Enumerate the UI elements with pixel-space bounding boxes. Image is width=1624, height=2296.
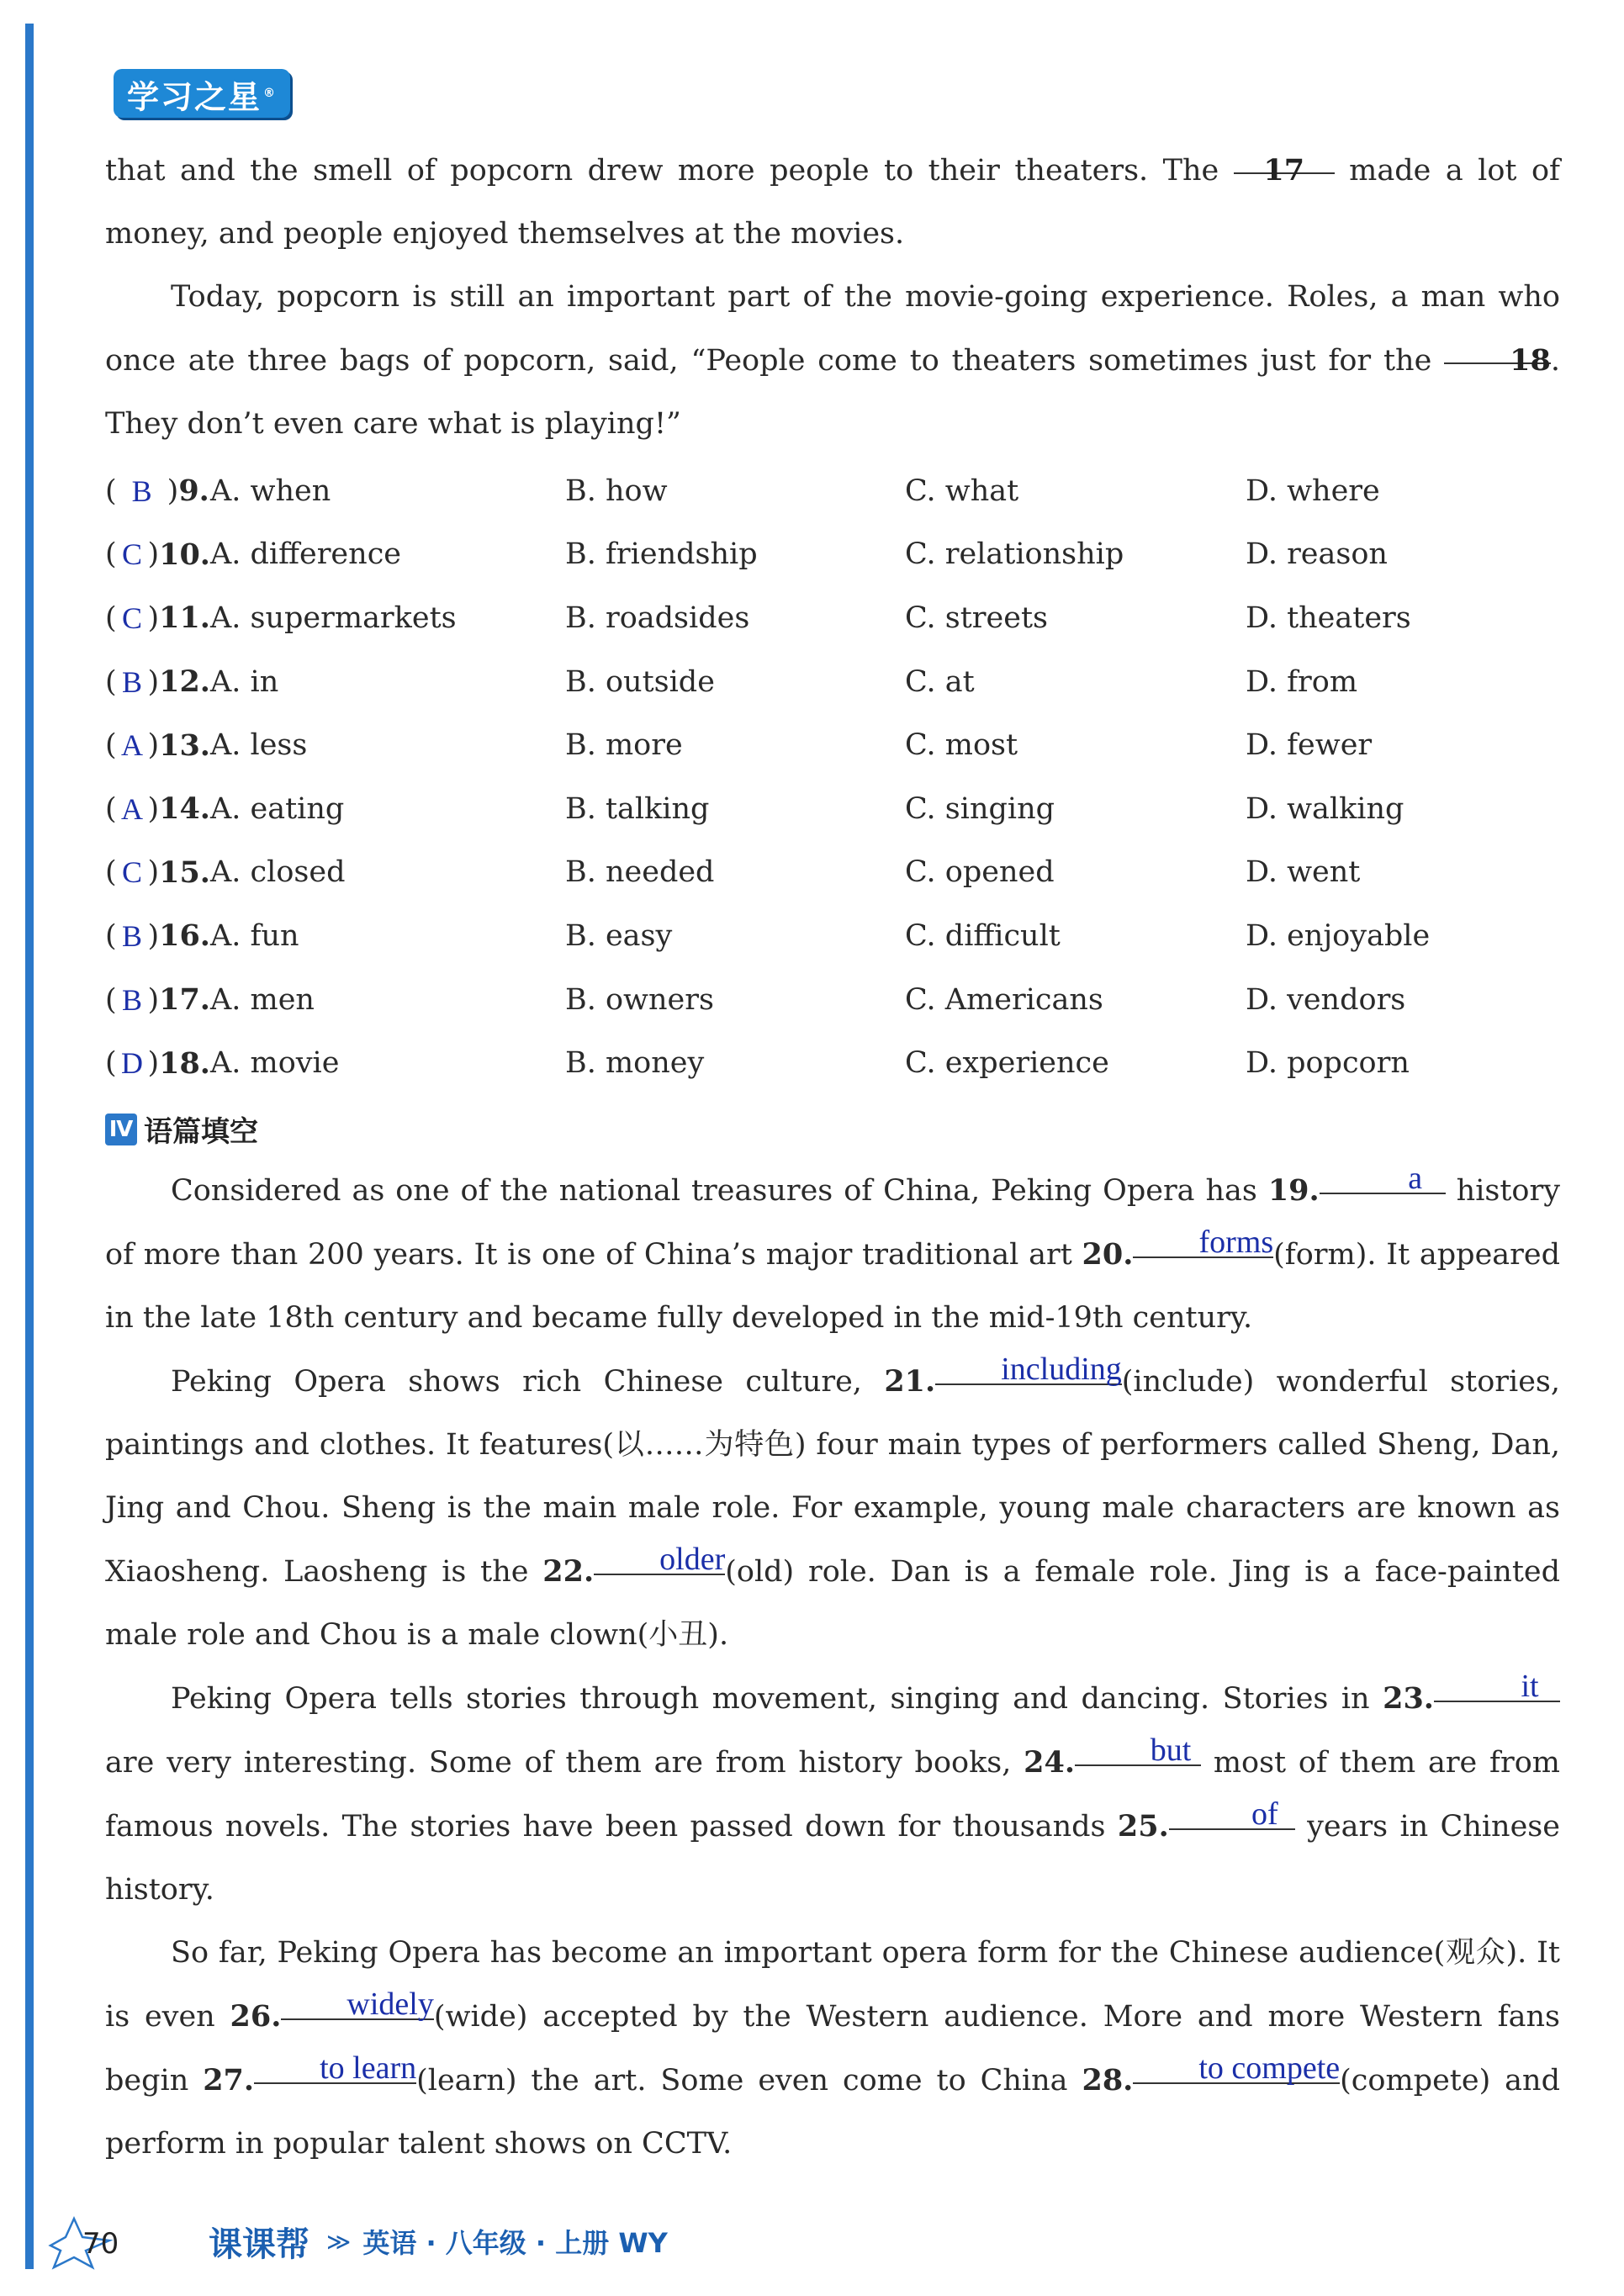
cloze-paragraph-3: Peking Opera tells stories through movement, singing and dancing. Stories in 23. it are very interesting. Some of them are from history books, 24. but most of them are from famous novels. The stories have been passed down for thousands 25. of years in Chinese history. <box>105 1668 1560 1907</box>
publisher-logo: 学习之星 ® <box>114 69 290 118</box>
page-number: 70 <box>82 2227 119 2261</box>
answer-blank-22: older <box>594 1540 725 1575</box>
page-number-badge <box>34 2212 143 2271</box>
answer-letter: D <box>121 1046 144 1081</box>
answer-letter: A <box>121 728 144 763</box>
reading-paragraph-2: Today, popcorn is still an important part of the movie-going experience. Roles, a man who once ate three bags of popcorn, said, “People come to theaters sometimes just for the 18. They don’t even care what is playing!” <box>105 280 1560 441</box>
answer-blank-25: of <box>1169 1795 1295 1830</box>
option-row: ( A ) 14. A. eating B. talking C. singing D. walking <box>105 791 1404 827</box>
answer-letter: B <box>122 918 143 953</box>
option-row: ( C ) 10. A. difference B. friendship C. relationship D. reason <box>105 537 1388 572</box>
option-row: ( B ) 9. A. when B. how C. what D. where <box>105 473 1380 509</box>
option-row: ( B ) 12. A. in B. outside C. at D. from <box>105 664 1358 700</box>
answer-blank-19: a <box>1320 1159 1446 1194</box>
options-list <box>105 459 1560 1095</box>
answer-letter: B <box>122 982 143 1017</box>
book-info: 英语 · 八年级 · 上册 WY <box>362 2227 668 2259</box>
section-title: 语篇填空 <box>144 1115 258 1150</box>
answer-blank-23: it <box>1434 1667 1560 1702</box>
option-row: ( B ) 17. A. men B. owners C. Americans D. vendors <box>105 982 1406 1018</box>
blank-18: 18 <box>1444 329 1551 364</box>
option-row: ( C ) 11. A. supermarkets B. roadsides C. streets D. theaters <box>105 600 1411 636</box>
answer-blank-21: including <box>935 1350 1122 1385</box>
answer-blank-26: widely <box>281 1985 433 2020</box>
option-row: ( A ) 13. A. less B. more C. most D. fewer <box>105 727 1373 763</box>
answer-letter: C <box>122 600 143 635</box>
page-content <box>105 139 1560 2176</box>
cloze-paragraph-2: Peking Opera shows rich Chinese culture, 21. including(include) wonderful stories, paintings and clothes. It features(以……为特色) four main types of performers called Sheng, Dan, Jing and Chou. Sheng is the main male role. For example, young male characters are known as Xiaosheng. Laosheng is the 22. older(old) role. Dan is a female role. Jing is a face-painted male role and Chou is a male clown(小丑). <box>105 1351 1561 1652</box>
option-row: ( C ) 15. A. closed B. needed C. opened D. went <box>105 854 1361 890</box>
answer-letter: B <box>131 473 152 508</box>
brand-name: 课课帮 <box>209 2225 309 2264</box>
answer-blank-28: to compete <box>1133 2049 1340 2084</box>
answer-letter: A <box>121 791 144 826</box>
answer-blank-20: forms <box>1133 1223 1273 1258</box>
option-row: ( D ) 18. A. movie B. money C. experience D. popcorn <box>105 1045 1410 1081</box>
answer-letter: B <box>122 664 143 699</box>
reading-paragraph-1: that and the smell of popcorn drew more people to their theaters. The 17 made a lot of money, and people enjoyed themselves at the movies. <box>105 139 1560 266</box>
cloze-paragraph-1: Considered as one of the national treasures of China, Peking Opera has 19. a history of more than 200 years. It is one of China’s major traditional art 20. forms(form). It appeared in the late 18th century and became fully developed in the mid-19th century. <box>105 1160 1560 1335</box>
page-footer <box>34 2212 791 2271</box>
option-row: ( B ) 16. A. fun B. easy C. difficult D. enjoyable <box>105 918 1431 954</box>
answer-letter: C <box>122 855 143 890</box>
section-header <box>105 1100 1560 1159</box>
double-chevron-icon: ≫ <box>326 2227 352 2256</box>
cloze-paragraph-4: So far, Peking Opera has become an important opera form for the Chinese audience(观众). It is even 26. widely(wide) accepted by the Western audience. More and more Western fans begin 27. to learn(learn) the art. Some even come to China 28. to compete(compete) and perform in popular talent shows on CCTV. <box>105 1935 1560 2161</box>
answer-blank-27: to learn <box>254 2049 416 2084</box>
blank-17: 17 <box>1234 139 1335 174</box>
answer-letter: C <box>122 537 143 572</box>
section-number: Ⅳ <box>105 1114 137 1145</box>
margin-stripe <box>25 24 34 2269</box>
answer-blank-24: but <box>1075 1731 1201 1766</box>
